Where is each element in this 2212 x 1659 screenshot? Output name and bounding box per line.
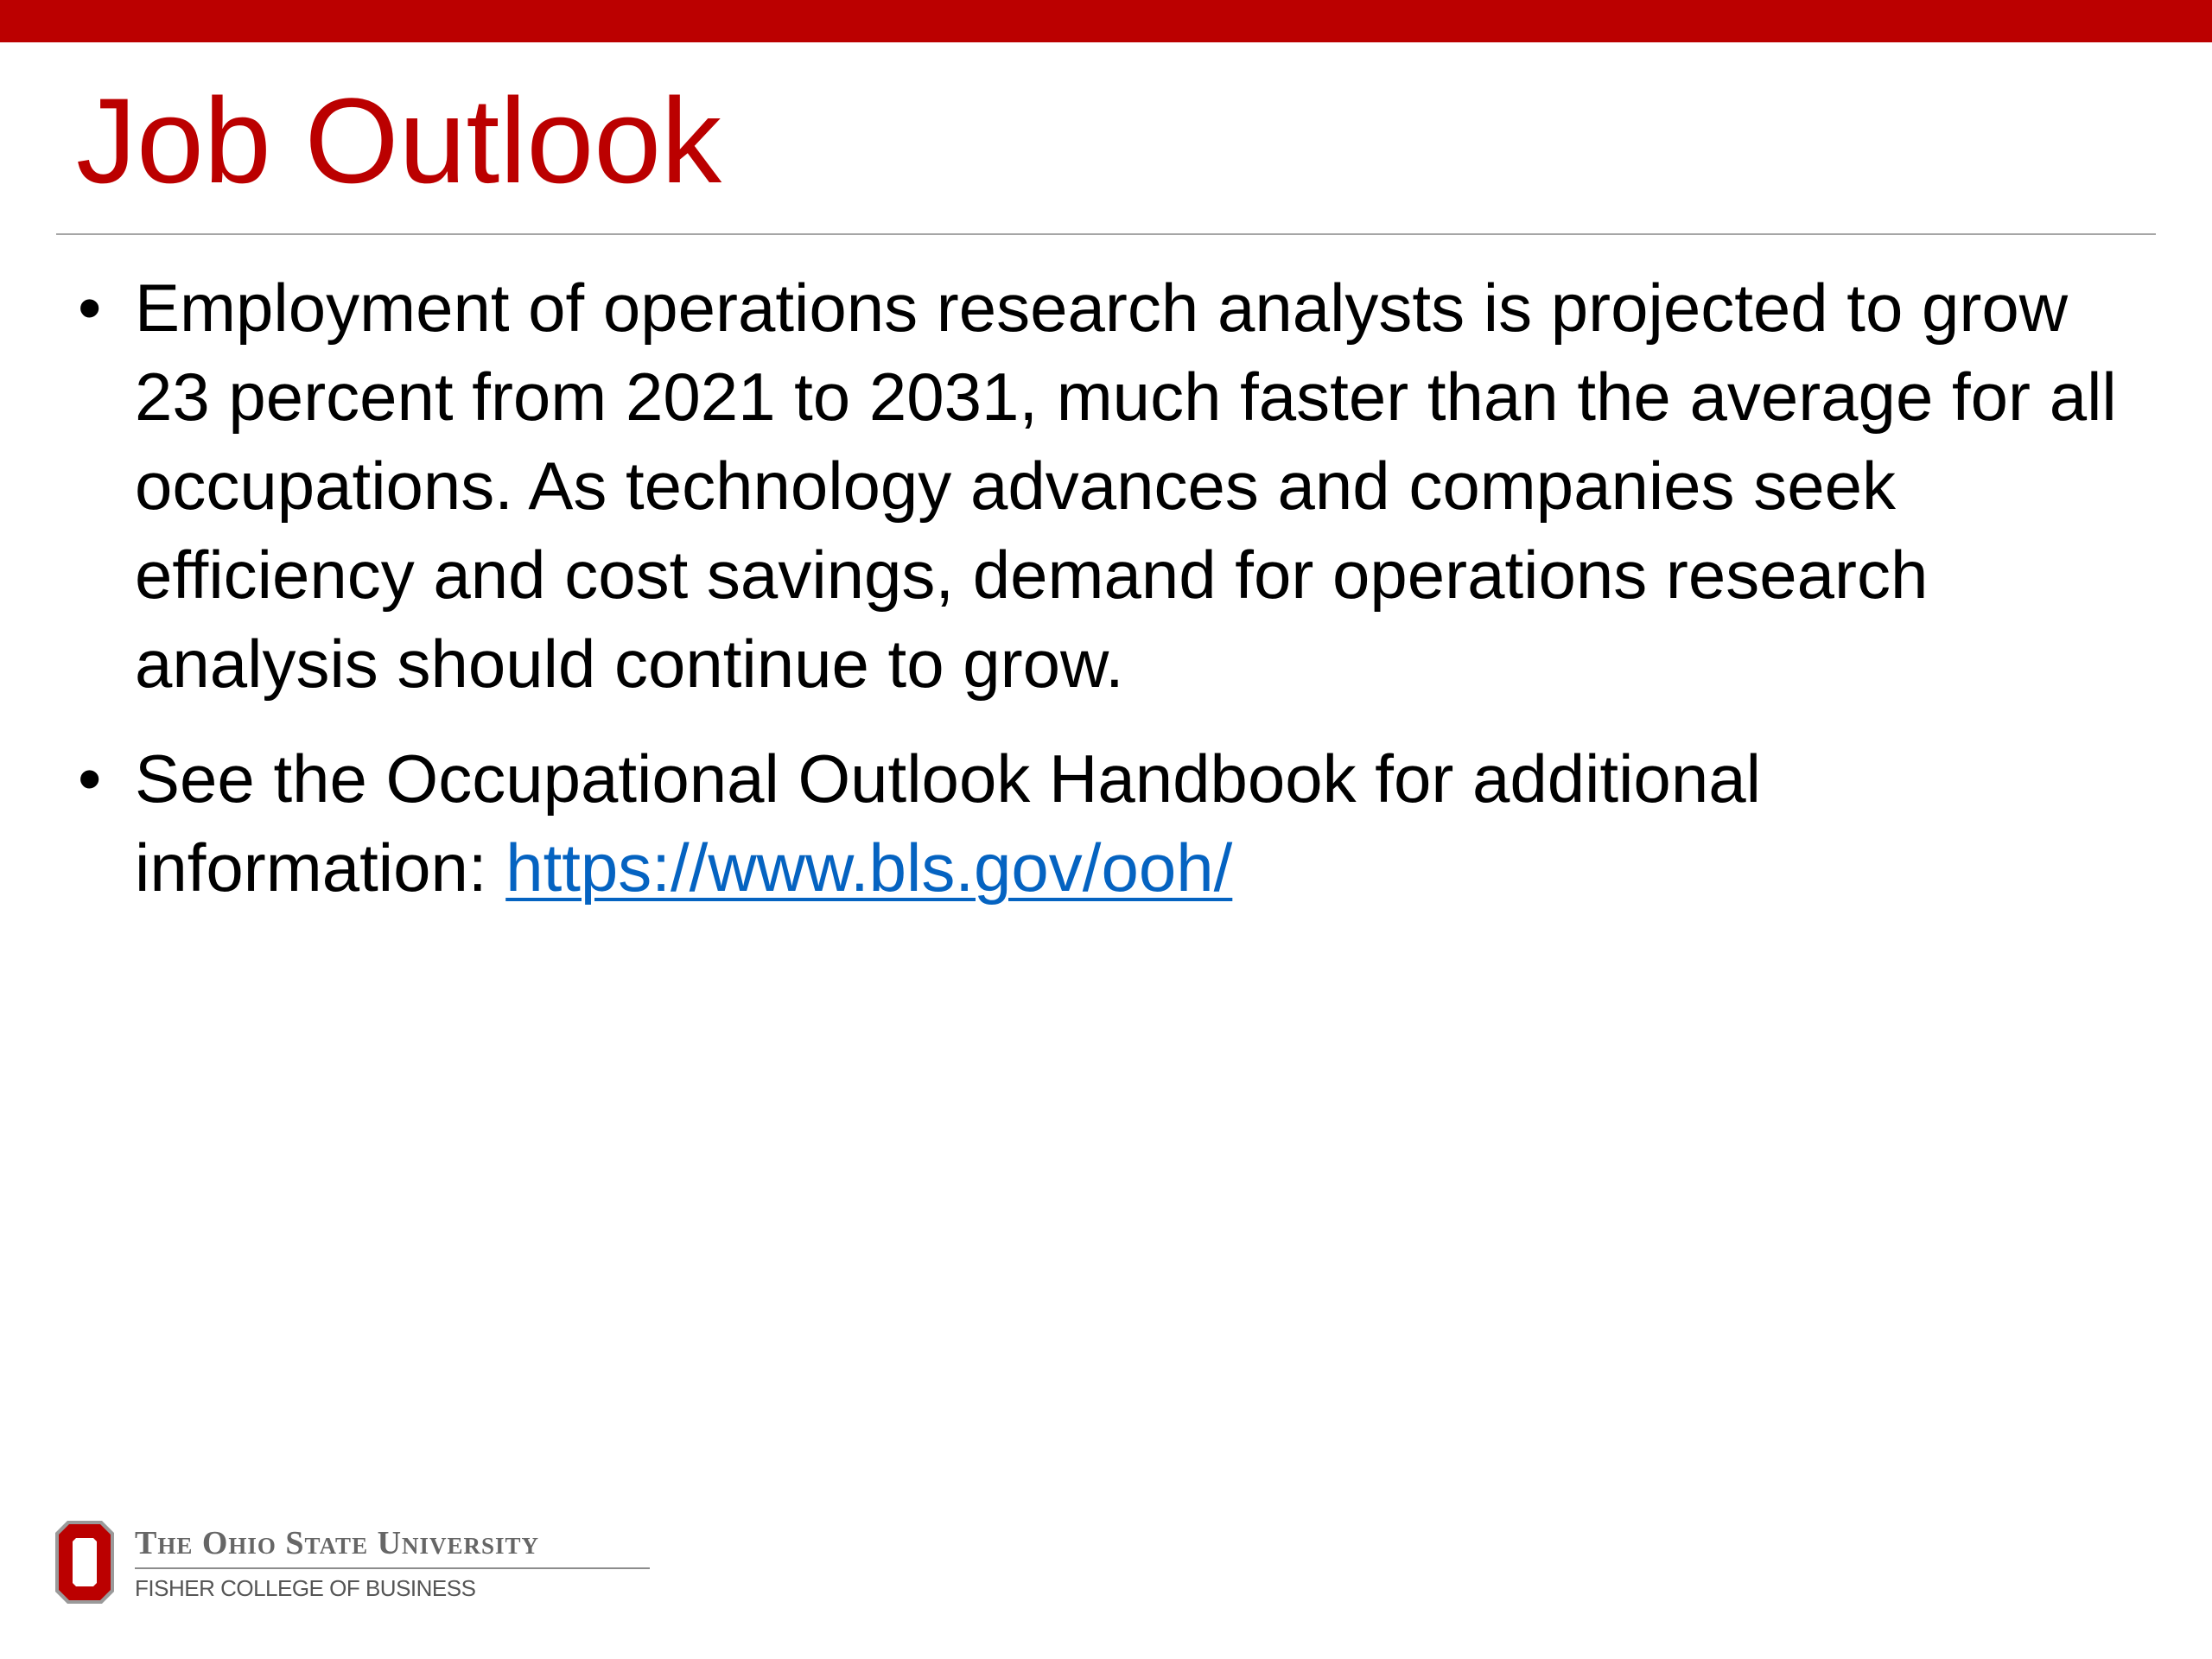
- bullet-marker: •: [78, 741, 102, 817]
- ooh-link[interactable]: https://www.bls.gov/ooh/: [505, 830, 1233, 906]
- title-divider: [56, 233, 2156, 235]
- bullet-text: Employment of operations research analysts is projected to grow 23 percent from 2021 to 2031, much faster than the average for all occupations. As technology advances and companies seek efficiency and cost savings, demand for operations research analysis should continue to grow.: [135, 270, 2117, 702]
- bullet-list: [78, 264, 2117, 938]
- bullet-text: See the Occupational Outlook Handbook for additional information:: [135, 741, 1761, 906]
- bullet-item: [78, 264, 2117, 709]
- top-accent-bar: [0, 0, 2212, 42]
- university-name: The Ohio State University: [135, 1525, 540, 1561]
- university-logo: [55, 1521, 608, 1607]
- slide-title: Job Outlook: [76, 73, 722, 208]
- logo-divider: [135, 1567, 650, 1569]
- block-o-icon: [55, 1521, 114, 1604]
- bullet-marker: •: [78, 270, 102, 346]
- college-name: FISHER COLLEGE OF BUSINESS: [135, 1575, 476, 1601]
- bullet-item: [78, 734, 2117, 912]
